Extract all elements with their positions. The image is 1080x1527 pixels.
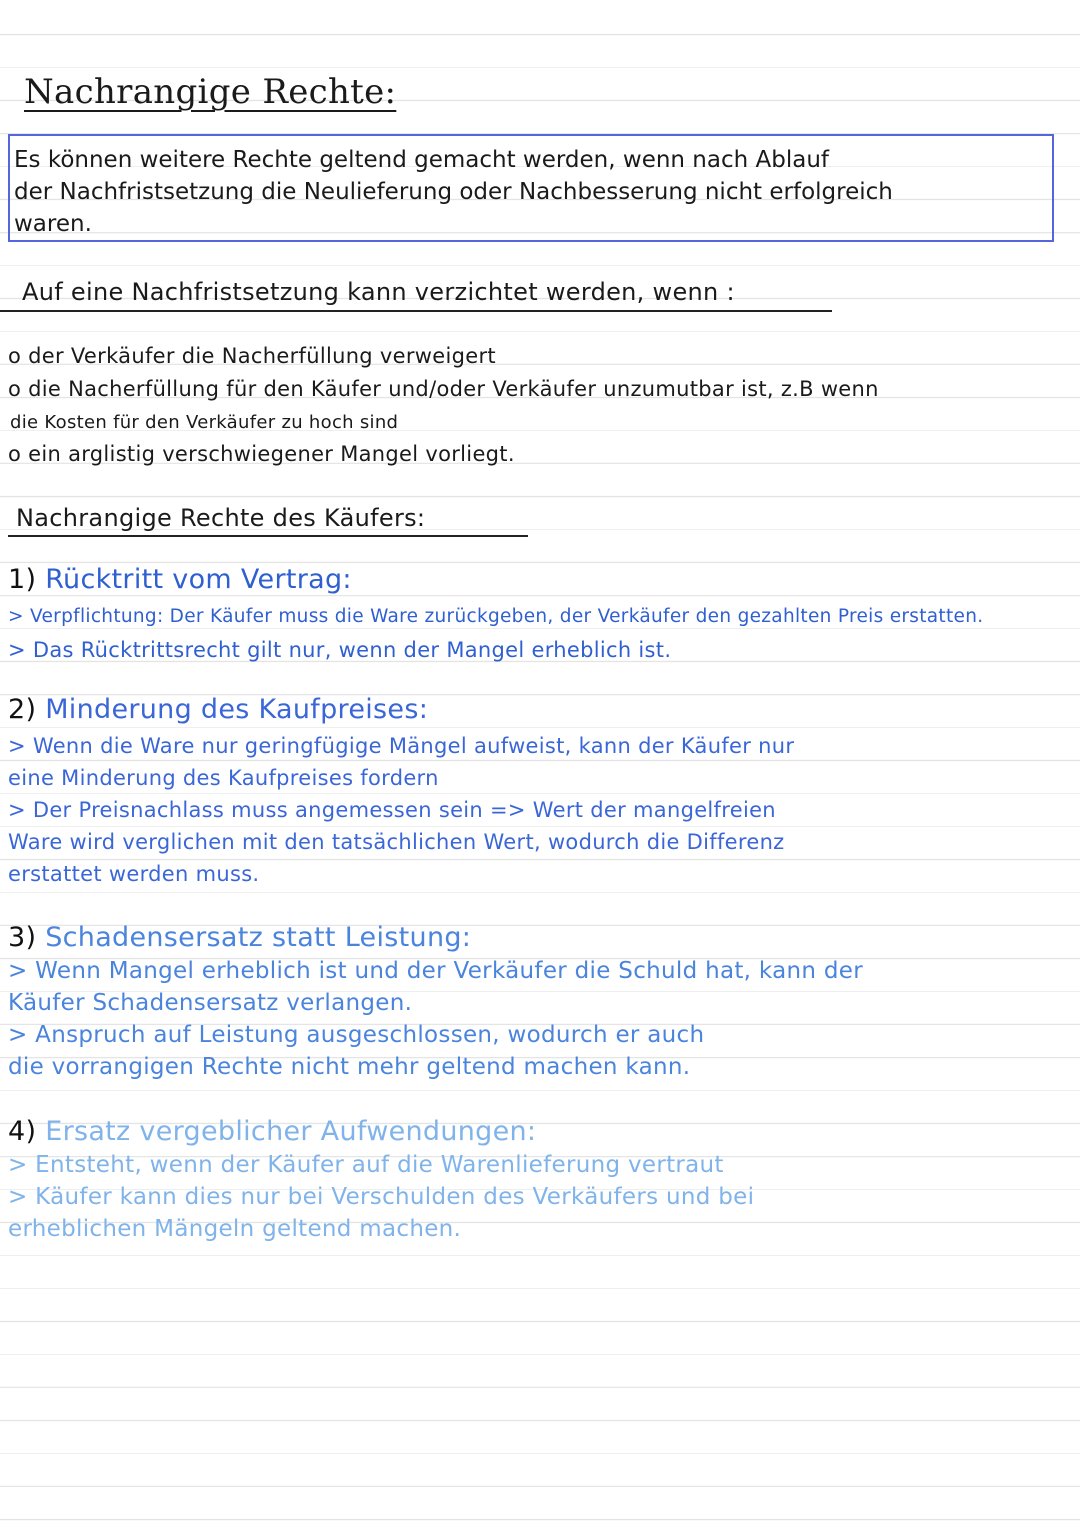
section-3-line: Käufer Schadensersatz verlangen. xyxy=(8,990,413,1016)
rights-heading-underline xyxy=(8,535,528,537)
section-2-line: erstattet werden muss. xyxy=(8,862,260,886)
section-2-number: 2) xyxy=(8,694,37,725)
intro-line: Es können weitere Rechte geltend gemacht werden, wenn nach Ablauf xyxy=(14,147,830,173)
section-4-line: > Käufer kann dies nur bei Verschulden des Verkäufers und bei xyxy=(8,1184,755,1210)
section-4-heading xyxy=(8,1116,536,1147)
section-1-heading xyxy=(8,564,352,595)
page-title: Nachrangige Rechte: xyxy=(24,72,397,112)
section-3-number: 3) xyxy=(8,922,37,953)
section-3-heading xyxy=(8,922,471,953)
section-4-title: Ersatz vergeblicher Aufwendungen: xyxy=(45,1116,537,1147)
section-4-number: 4) xyxy=(8,1116,37,1147)
intro-line: waren. xyxy=(14,211,92,237)
intro-box xyxy=(8,134,1054,242)
section-2-line: Ware wird verglichen mit den tatsächlichen Wert, wodurch die Differenz xyxy=(8,830,785,854)
section-3-line: die vorrangigen Rechte nicht mehr geltend machen kann. xyxy=(8,1054,691,1080)
section-2-title: Minderung des Kaufpreises: xyxy=(45,694,429,725)
waiver-line: o der Verkäufer die Nacherfüllung verweigert xyxy=(8,344,496,368)
section-2-line: > Wenn die Ware nur geringfügige Mängel aufweist, kann der Käufer nur xyxy=(8,734,795,758)
section-1-line: > Verpflichtung: Der Käufer muss die Ware zurückgeben, der Verkäufer den gezahlten Preis erstatten. xyxy=(8,606,984,627)
rights-heading: Nachrangige Rechte des Käufers: xyxy=(16,504,426,532)
waiver-line: o die Nacherfüllung für den Käufer und/oder Verkäufer unzumutbar ist, z.B wenn xyxy=(8,377,879,401)
waiver-line: die Kosten für den Verkäufer zu hoch sind xyxy=(10,412,399,433)
waiver-heading: Auf eine Nachfristsetzung kann verzichtet werden, wenn : xyxy=(22,278,735,306)
section-2-heading xyxy=(8,694,428,725)
section-4-line: erheblichen Mängeln geltend machen. xyxy=(8,1216,462,1242)
section-1-title: Rücktritt vom Vertrag: xyxy=(45,564,352,595)
section-3-title: Schadensersatz statt Leistung: xyxy=(45,922,472,953)
section-4-line: > Entsteht, wenn der Käufer auf die Warenlieferung vertraut xyxy=(8,1152,724,1178)
section-1-line: > Das Rücktrittsrecht gilt nur, wenn der Mangel erheblich ist. xyxy=(8,638,672,662)
waiver-line: o ein arglistig verschwiegener Mangel vorliegt. xyxy=(8,442,515,466)
section-2-line: > Der Preisnachlass muss angemessen sein => Wert der mangelfreien xyxy=(8,798,776,822)
section-3-line: > Anspruch auf Leistung ausgeschlossen, wodurch er auch xyxy=(8,1022,705,1048)
intro-line: der Nachfristsetzung die Neulieferung oder Nachbesserung nicht erfolgreich xyxy=(14,179,893,205)
section-3-line: > Wenn Mangel erheblich ist und der Verkäufer die Schuld hat, kann der xyxy=(8,958,863,984)
waiver-heading-underline xyxy=(0,310,832,312)
section-2-line: eine Minderung des Kaufpreises fordern xyxy=(8,766,439,790)
section-1-number: 1) xyxy=(8,564,37,595)
